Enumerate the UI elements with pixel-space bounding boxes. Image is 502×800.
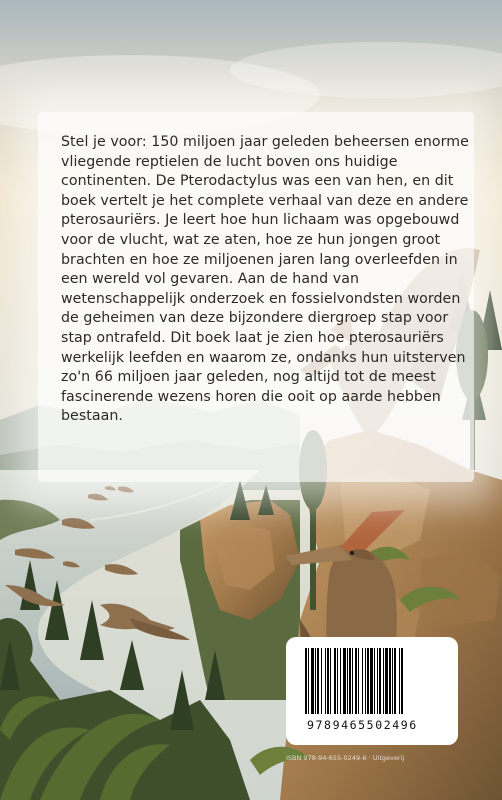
barcode-bar (334, 648, 336, 714)
barcode-bar (367, 648, 369, 714)
barcode-bar (340, 648, 341, 714)
barcode-bar (349, 648, 351, 714)
barcode-bar (311, 648, 314, 714)
back-cover-blurb: Stel je voor: 150 miljoen jaar geleden beheersen enorme vliegende reptielen de lucht boven ons huidige continenten. De Pterodactylus was een van hen, en dit boek vertelt je het complete verhaal van deze en andere pterosauriërs. Je leert hoe hun lichaam was opgebouwd voor de vlucht, wat ze aten, hoe ze hun jongen groot brachten en hoe ze miljoenen jaren lang overleefden in een wereld vol gevaren. Aan de hand van wetenschappelijk onderzoek en fossielvondsten worden de geheimen van deze bijzondere diergroep stap voor stap ontrafeld. Dit boek laat je zien hoe pterosauriërs werkelijk leefden en waarom ze, ondanks hun uitsterven zo'n 66 miljoen jaar geleden, nog altijd tot de meest fascinerende wezens horen die ooit op aarde hebben bestaan. (61, 134, 469, 425)
barcode-bar (365, 648, 366, 714)
imprint-text: ISBN 978-94-655-0249-6 · Uitgeverij (286, 754, 405, 762)
barcode-bar (383, 648, 384, 714)
barcode-bar (379, 648, 381, 714)
barcode (302, 648, 458, 718)
isbn-number: 9789465502496 (307, 718, 418, 732)
barcode-bar (392, 648, 393, 714)
barcode-bar (389, 648, 391, 714)
barcode-bar (358, 648, 359, 714)
barcode-bar (394, 648, 396, 714)
barcode-bar (352, 648, 353, 714)
barcode-bar (362, 648, 363, 714)
barcode-bar (374, 648, 375, 714)
barcode-bar (325, 648, 326, 714)
barcode-bar (308, 648, 309, 714)
barcode-bar (330, 648, 331, 714)
barcode-bar (355, 648, 357, 714)
barcode-bar (315, 648, 316, 714)
barcode-bar (317, 648, 319, 714)
barcode-bar (305, 648, 307, 714)
barcode-bar (399, 648, 400, 714)
barcode-bar (385, 648, 388, 714)
barcode-bar (370, 648, 373, 714)
barcode-bar (327, 648, 329, 714)
barcode-bar (337, 648, 338, 714)
barcode-bar (401, 648, 403, 714)
barcode-bar (321, 648, 322, 714)
barcode-bar (377, 648, 378, 714)
barcode-bar (347, 648, 348, 714)
barcode-bar (343, 648, 346, 714)
